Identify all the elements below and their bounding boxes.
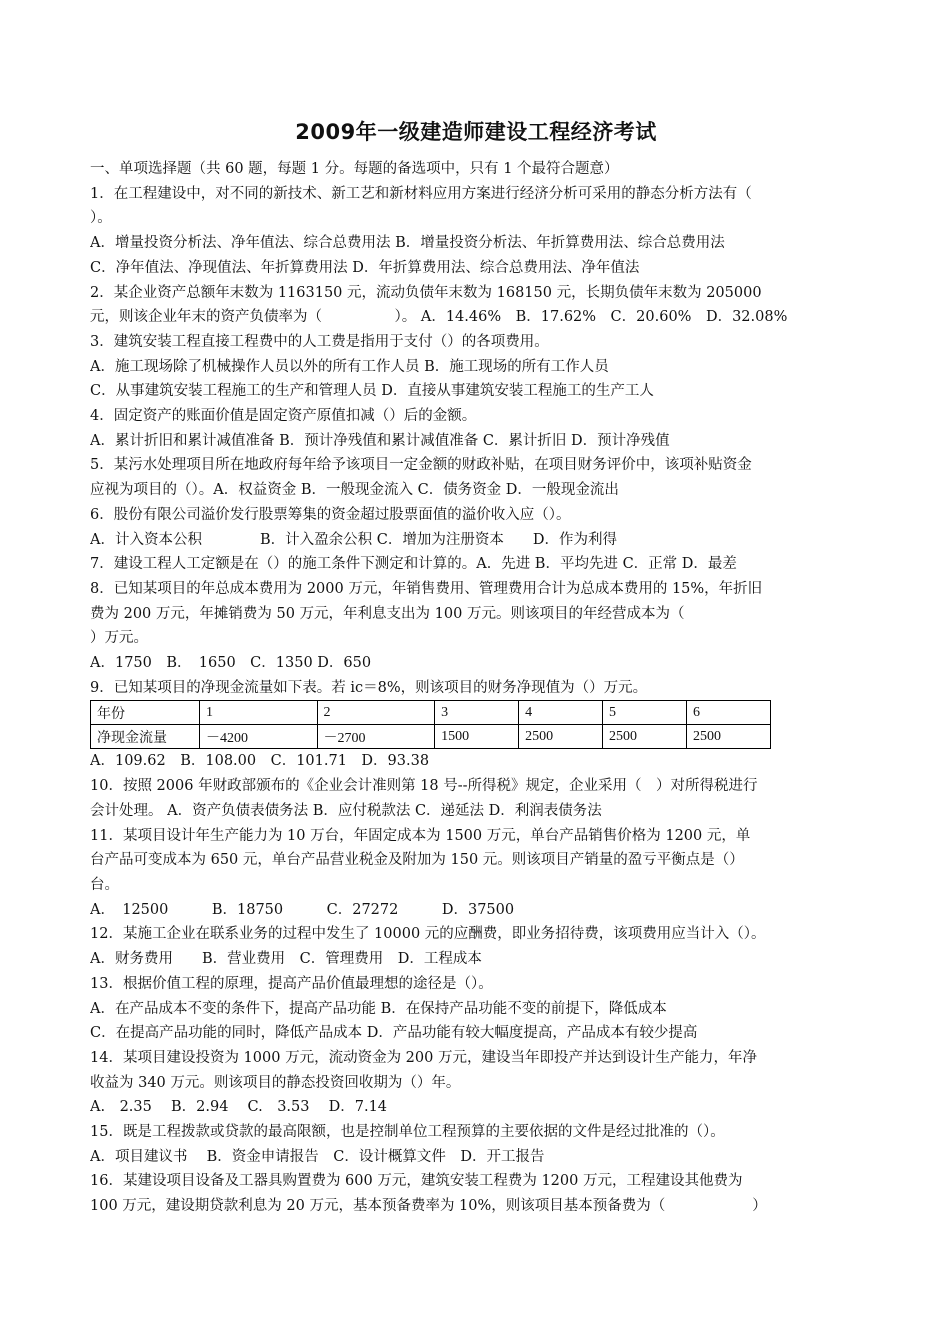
- table-row: [91, 725, 771, 749]
- text-line: C．净年值法、净现值法、年折算费用法 D．年折算费用法、综合总费用法、净年值法: [90, 259, 640, 276]
- text-line: 收益为 340 万元。则该项目的静态投资回收期为（）年。: [90, 1074, 461, 1091]
- text-line: 7．建设工程人工定额是在（）的施工条件下测定和计算的。A．先进 B．平均先进 C．正常 D．最差: [90, 556, 737, 573]
- text-line: 会计处理。 A．资产负债表债务法 B．应付税款法 C．递延法 D．利润表债务法: [90, 802, 602, 819]
- table-cell: 2500: [519, 725, 603, 749]
- table-cell: 5: [603, 701, 687, 725]
- text-line: 8．已知某项目的年总成本费用为 2000 万元，年销售费用、管理费用合计为总成本费用的 15%，年折旧: [90, 580, 763, 597]
- text-line: 3．建筑安装工程直接工程费中的人工费是指用于支付（）的各项费用。: [90, 333, 549, 350]
- table-cell: 年份: [91, 701, 200, 725]
- question-block-a: [90, 157, 862, 700]
- text-line: 13．根据价值工程的原理，提高产品价值最理想的途径是（）。: [90, 975, 493, 992]
- page-title: 2009年一级建造师建设工程经济考试: [295, 120, 657, 144]
- text-line: C．从事建筑安装工程施工的生产和管理人员 D．直接从事建筑安装工程施工的生产工人: [90, 383, 654, 400]
- text-line: 15．既是工程拨款或贷款的最高限额，也是控制单位工程预算的主要依据的文件是经过批准的（）。: [90, 1124, 725, 1141]
- table-cell: 3: [435, 701, 519, 725]
- text-line: 10．按照 2006 年财政部颁布的《企业会计准则第 18 号--所得税》规定，企业采用（ ）对所得税进行: [90, 778, 758, 795]
- table-cell: －2700: [317, 725, 435, 749]
- table-cell: 1: [200, 701, 318, 725]
- table-cell: －4200: [200, 725, 318, 749]
- table-cell: 1500: [435, 725, 519, 749]
- section-heading: 一、单项选择题（共 60 题，每题 1 分。每题的备选项中，只有 1 个最符合题意）: [90, 161, 619, 177]
- text-line: 元，则该企业年末的资产负债率为（ ）。 A．14.46% B．17.62% C．20.60% D．32.08%: [90, 309, 788, 326]
- text-line: A．1750 B． 1650 C．1350 D．650: [90, 655, 372, 672]
- text-line: ）万元。: [90, 630, 148, 647]
- text-line: 9．已知某项目的净现金流量如下表。若 ic＝8%，则该项目的财务净现值为（）万元。: [90, 679, 648, 696]
- text-line: 台。: [90, 876, 119, 893]
- text-line: 16．某建设项目设备及工器具购置费为 600 万元，建筑安装工程费为 1200 万元，工程建设其他费为: [90, 1173, 743, 1190]
- table-cell: 净现金流量: [91, 725, 200, 749]
- table-cell: 2500: [603, 725, 687, 749]
- text-line: 应视为项目的（）。A．权益资金 B．一般现金流入 C．债务资金 D．一般现金流出: [90, 482, 619, 499]
- text-line: A．计入资本公积 B．计入盈余公积 C．增加为注册资本 D．作为利得: [90, 531, 617, 548]
- text-line: ）。: [90, 210, 112, 227]
- text-line: 2．某企业资产总额年末数为 1163150 元，流动负债年末数为 168150 元，长期负债年末数为 205000: [90, 284, 762, 301]
- text-line: 4．固定资产的账面价值是固定资产原值扣减（）后的金额。: [90, 408, 477, 425]
- text-line: A．累计折旧和累计减值准备 B．预计净残值和累计减值准备 C．累计折旧 D．预计净残值: [90, 432, 670, 449]
- text-line: A．施工现场除了机械操作人员以外的所有工作人员 B．施工现场的所有工作人员: [90, 358, 609, 375]
- table-header-row: [91, 701, 771, 725]
- text-line: 费为 200 万元，年摊销费为 50 万元，年利息支出为 100 万元。则该项目的年经营成本为（: [90, 605, 685, 622]
- text-line: 1．在工程建设中，对不同的新技术、新工艺和新材料应用方案进行经济分析可采用的静态分析方法有（: [90, 185, 752, 202]
- text-line: 台产品可变成本为 650 元，单台产品营业税金及附加为 150 元。则该项目产销量的盈亏平衡点是（）: [90, 852, 744, 869]
- text-line: A．项目建议书 B．资金申请报告 C．设计概算文件 D．开工报告: [90, 1148, 545, 1165]
- exam-page: [90, 115, 862, 1219]
- table-cell: 2500: [687, 725, 771, 749]
- text-line: 14．某项目建设投资为 1000 万元，流动资金为 200 万元，建设当年即投产并达到设计生产能力，年净: [90, 1049, 757, 1066]
- question-block-b: [90, 749, 862, 1218]
- cash-flow-table: [90, 700, 771, 749]
- text-line: 11．某项目设计年生产能力为 10 万台，年固定成本为 1500 万元，单台产品销售价格为 1200 元，单: [90, 827, 751, 844]
- text-line: C．在提高产品功能的同时，降低产品成本 D．产品功能有较大幅度提高，产品成本有较少提高: [90, 1025, 698, 1042]
- table-cell: 2: [317, 701, 435, 725]
- text-line: 100 万元，建设期贷款利息为 20 万元，基本预备费率为 10%，则该项目基本预备费为（ ）: [90, 1198, 767, 1215]
- text-line: 12．某施工企业在联系业务的过程中发生了 10000 元的应酬费，即业务招待费，该项费用应当计入（）。: [90, 926, 766, 943]
- table-cell: 4: [519, 701, 603, 725]
- text-line: 6．股份有限公司溢价发行股票筹集的资金超过股票面值的溢价收入应（）。: [90, 506, 571, 523]
- text-line: A．109.62 B．108.00 C．101.71 D．93.38: [90, 753, 430, 770]
- text-line: A．财务费用 B．营业费用 C．管理费用 D．工程成本: [90, 951, 482, 968]
- text-line: A．在产品成本不变的条件下，提高产品功能 B．在保持产品功能不变的前提下，降低成本: [90, 1000, 667, 1017]
- table-cell: 6: [687, 701, 771, 725]
- text-line: A．增量投资分析法、净年值法、综合总费用法 B．增量投资分析法、年折算费用法、综合总费用法: [90, 235, 725, 252]
- text-line: 5．某污水处理项目所在地政府每年给予该项目一定金额的财政补贴，在项目财务评价中，该项补贴资金: [90, 457, 752, 474]
- text-line: A． 12500 B．18750 C．27272 D．37500: [90, 901, 515, 918]
- text-line: A. 2.35 B．2.94 C. 3.53 D．7.14: [90, 1099, 388, 1116]
